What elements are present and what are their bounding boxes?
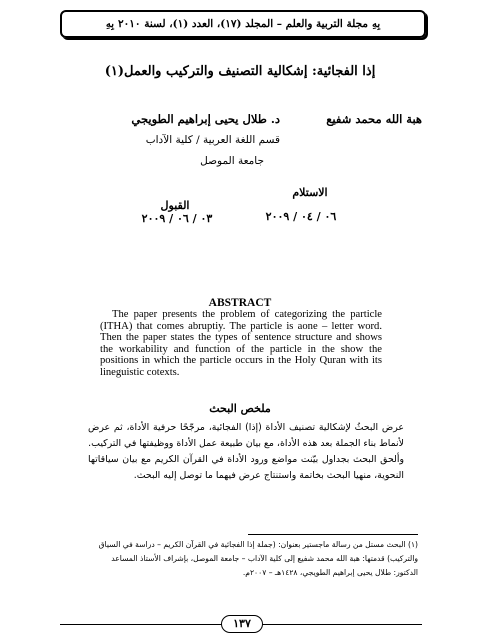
author-department: قسم اللغة العربية / كلية الآداب [145, 134, 280, 146]
footnote [62, 538, 418, 580]
page-footer [60, 614, 422, 634]
header-ornament-right: بِهِ [372, 18, 381, 30]
accepted-label: القبول [160, 199, 190, 212]
footnote-line-3: الدكتور: طلال يحيى إبراهيم الطويجي، ١٤٢٨هـ – ٢٠٠٧م. [242, 568, 418, 577]
header-ornament-left: بِهِ [105, 18, 114, 30]
author-second-name: د. طلال يحيى إبراهيم الطويجي [131, 112, 280, 126]
author-university: جامعة الموصل [200, 155, 264, 167]
arabic-abstract-body [88, 420, 404, 484]
received-date: ٠٦ / ٠٤ / ٢٠٠٩ [265, 210, 337, 223]
arabic-abstract-heading: ملخص البحث [209, 402, 271, 415]
received-label: الاستلام [292, 186, 328, 199]
arabic-abstract-paragraph-2: وألحق البحث بجداول بيّنت مواضع ورود الأداة في القرآن الكريم مع بيان سياقاتها النحوية، منهيا البحث بخاتمة واستنتاج عرض فيهما ما توصل إليه البحث. [88, 454, 404, 481]
author-first-name: هبة الله محمد شفيع [326, 112, 422, 126]
accepted-date: ٠٣ / ٠٦ / ٢٠٠٩ [141, 212, 213, 225]
footnote-divider [248, 534, 418, 535]
journal-header-text: مجلة التربية والعلم – المجلد (١٧)، العدد (١)، لسنة ٢٠١٠ [117, 18, 369, 30]
article-title: إذا الفجائية: إشكالية التصنيف والتركيب والعمل(١) [104, 64, 376, 79]
journal-header [60, 10, 426, 38]
abstract-heading: ABSTRACT [208, 297, 272, 309]
abstract-text: The paper presents the problem of categorizing the particle (ITHA) that comes abruptiy. The particle is aone – letter word. Then the paper states the types of sentence structure and shows the workability and function of the particle in the show the positions in which the particle occurs in the Holy Quran with its lineguistic cotexts. [100, 309, 382, 378]
footnote-line-1: (١) البحث مستل من رسالة ماجستير بعنوان: (جملة إذا الفجائية في القرآن الكريم – دراسة في السياق [98, 540, 418, 549]
page-number: ١٣٧ [221, 615, 263, 633]
footnote-line-2: والتركيب) قدمتها: هبة الله محمد شفيع إلى كلية الآداب – جامعة الموصل، بإشراف الأستاذ المساعد [111, 554, 418, 563]
arabic-abstract-paragraph-1: عرض البحثُ لإشكالية تصنيف الأداة (إذا) الفجائية، مرجّحًا حرفية الأداة، ثم عرض لأنماط بناء الجملة بعد هذه الأداة، مع بيان طبيعة عمل الأداة ووظيفتها في التركيب. [88, 422, 404, 449]
